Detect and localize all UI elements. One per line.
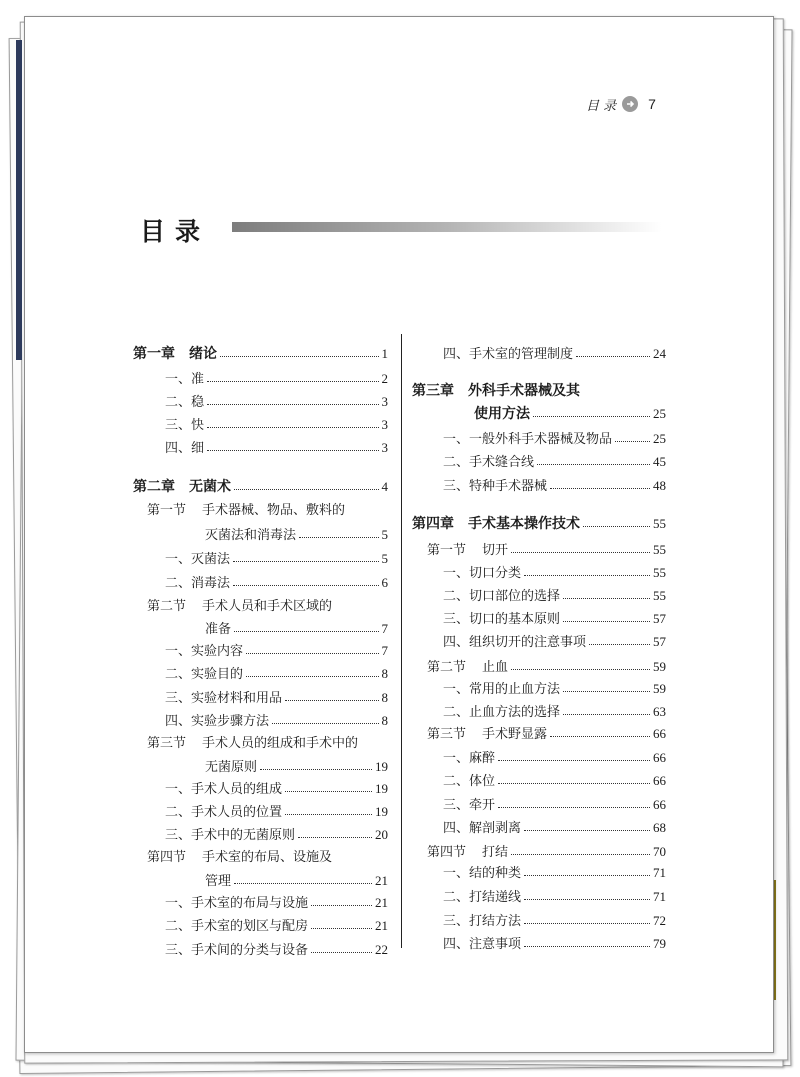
toc-entry-number: 第二章 <box>133 479 175 495</box>
toc-chapter-entry <box>133 343 388 365</box>
dot-leader <box>246 653 378 654</box>
toc-page-number: 6 <box>381 575 388 590</box>
toc-section-entry <box>427 723 666 745</box>
toc-page-number: 19 <box>375 759 388 774</box>
toc-entry-number: 第三章 <box>412 383 454 399</box>
dot-leader <box>498 783 650 784</box>
toc-item-entry <box>205 618 388 640</box>
toc-entry-title: 手术基本操作技术 <box>468 516 580 532</box>
toc-page-number: 3 <box>381 394 388 409</box>
toc-section-entry <box>427 656 666 678</box>
dot-leader <box>207 381 378 382</box>
dot-leader <box>537 464 650 465</box>
toc-entry-label <box>443 679 560 701</box>
dot-leader <box>563 691 650 692</box>
dot-leader <box>589 644 650 645</box>
toc-page-number: 63 <box>653 704 666 719</box>
toc-entry-number: 第一节 <box>427 543 467 558</box>
toc-entry-number: 四、注意事项 <box>443 937 522 952</box>
toc-entry-title: 外科手术器械及其 <box>468 383 580 399</box>
toc-entry-label <box>443 586 560 608</box>
toc-entry-number: 第一节 <box>147 503 187 518</box>
toc-entry-label <box>205 619 231 641</box>
toc-page-number: 21 <box>375 895 388 910</box>
arrow-right-icon <box>622 96 638 112</box>
toc-entry-label <box>147 503 345 518</box>
toc-entry-title: 手术器械、物品、敷料的 <box>202 503 346 518</box>
toc-entry-number: 三、手术间的分类与设备 <box>165 943 309 958</box>
toc-item-entry <box>443 585 666 607</box>
toc-entry-number: 一、结的种类 <box>443 866 522 881</box>
toc-page-number: 59 <box>653 659 666 674</box>
dot-leader <box>524 875 650 876</box>
dot-leader <box>615 441 650 442</box>
toc-item-entry <box>205 524 388 546</box>
toc-section-entry <box>147 847 388 869</box>
toc-item-entry <box>443 886 666 908</box>
dot-leader <box>511 552 650 553</box>
toc-entry-label <box>443 609 560 631</box>
toc-entry-number: 二、止血方法的选择 <box>443 705 561 720</box>
toc-entry-number: 准备 <box>205 622 232 637</box>
toc-entry-number: 四、解剖剥离 <box>443 821 522 836</box>
toc-page-number: 21 <box>375 918 388 933</box>
toc-page-number: 71 <box>653 889 666 904</box>
dot-leader <box>524 923 650 924</box>
toc-entry-title: 打结 <box>482 845 509 860</box>
toc-page-number: 79 <box>653 936 666 951</box>
toc-entry-title: 手术室的布局、设施及 <box>202 850 333 865</box>
toc-entry-number: 二、手术人员的位置 <box>165 805 283 820</box>
toc-item-entry <box>443 862 666 884</box>
toc-entry-label <box>412 513 580 535</box>
toc-page-number: 7 <box>381 621 388 636</box>
toc-entry-label <box>165 711 269 733</box>
toc-entry-number: 四、组织切开的注意事项 <box>443 635 587 650</box>
toc-entry-label <box>427 657 508 679</box>
toc-entry-number: 二、消毒法 <box>165 576 231 591</box>
toc-entry-number: 第四节 <box>427 845 467 860</box>
toc-entry-number: 二、打结递线 <box>443 890 522 905</box>
toc-entry-label <box>443 795 495 817</box>
toc-page-number: 1 <box>381 346 388 361</box>
toc-page-number: 66 <box>653 726 666 741</box>
toc-entry-number: 三、实验材料和用品 <box>165 691 283 706</box>
toc-entry-label <box>165 664 243 686</box>
toc-item-entry <box>165 801 388 823</box>
toc-title: 目录 <box>140 217 211 246</box>
dot-leader <box>550 488 650 489</box>
dot-leader <box>311 952 372 953</box>
dot-leader <box>524 575 650 576</box>
toc-entry-label <box>165 369 204 391</box>
toc-page-number: 68 <box>653 820 666 835</box>
dot-leader <box>234 489 379 490</box>
toc-item-entry <box>165 640 388 662</box>
toc-entry-number: 无菌原则 <box>205 760 258 775</box>
toc-entry-number: 一、手术室的布局与设施 <box>165 896 309 911</box>
toc-entry-title: 手术野显露 <box>482 727 548 742</box>
toc-item-entry <box>443 678 666 700</box>
toc-entry-label <box>443 632 586 654</box>
toc-entry-number: 第四节 <box>147 850 187 865</box>
toc-entry-number: 一、灭菌法 <box>165 552 231 567</box>
toc-entry-label <box>165 641 243 663</box>
toc-entry-number: 二、手术缝合线 <box>443 455 535 470</box>
dot-leader <box>533 416 650 417</box>
toc-page-number: 71 <box>653 865 666 880</box>
toc-item-entry <box>165 572 388 594</box>
toc-page-number: 7 <box>381 643 388 658</box>
toc-entry-label <box>443 476 547 498</box>
toc-entry-label <box>443 771 495 793</box>
toc-entry-number: 第二节 <box>427 660 467 675</box>
toc-entry-number: 二、稳 <box>165 395 205 410</box>
toc-item-entry <box>165 548 388 570</box>
toc-entry-label <box>443 748 495 770</box>
toc-item-entry <box>443 631 666 653</box>
toc-page-number: 20 <box>375 827 388 842</box>
toc-item-entry <box>443 933 666 955</box>
dot-leader <box>207 427 378 428</box>
toc-page-number: 45 <box>653 454 666 469</box>
toc-item-entry <box>165 437 388 459</box>
dot-leader <box>233 585 378 586</box>
dot-leader <box>299 537 378 538</box>
toc-page-number: 55 <box>653 588 666 603</box>
toc-entry-title: 手术人员和手术区域的 <box>202 599 333 614</box>
toc-entry-label <box>443 911 521 933</box>
dot-leader <box>524 946 650 947</box>
toc-entry-number: 第三节 <box>427 727 467 742</box>
toc-entry-label <box>205 757 257 779</box>
toc-entry-label <box>165 916 308 938</box>
dot-leader <box>285 814 372 815</box>
toc-entry-label <box>412 383 580 399</box>
toc-entry-title: 切开 <box>482 543 509 558</box>
dot-leader <box>234 631 378 632</box>
toc-page-number: 57 <box>653 634 666 649</box>
toc-chapter-entry <box>412 380 666 402</box>
toc-entry-number: 二、体位 <box>443 774 496 789</box>
toc-entry-number: 二、实验目的 <box>165 667 244 682</box>
toc-section-entry <box>427 841 666 863</box>
toc-entry-label <box>205 871 231 893</box>
toc-entry-label <box>133 343 217 365</box>
dot-leader <box>583 526 650 527</box>
toc-item-entry <box>443 794 666 816</box>
toc-entry-number: 三、特种手术器械 <box>443 479 548 494</box>
toc-entry-number: 使用方法 <box>474 406 530 422</box>
toc-item-entry <box>165 710 388 732</box>
toc-page-number: 59 <box>653 681 666 696</box>
toc-entry-label <box>165 573 230 595</box>
toc-entry-label <box>165 392 204 414</box>
toc-item-entry <box>165 687 388 709</box>
dot-leader <box>563 714 650 715</box>
toc-entry-label <box>165 802 282 824</box>
toc-page-number: 57 <box>653 611 666 626</box>
toc-chapter-entry <box>412 513 666 535</box>
toc-item-entry <box>443 701 666 723</box>
toc-entry-label <box>165 940 308 962</box>
toc-entry-number: 二、切口部位的选择 <box>443 589 561 604</box>
toc-entry-number: 三、牵开 <box>443 798 496 813</box>
toc-entry-label <box>443 563 521 585</box>
toc-item-entry <box>165 939 388 961</box>
toc-page-number: 4 <box>381 479 388 494</box>
toc-item-entry <box>165 414 388 436</box>
toc-entry-number: 三、切口的基本原则 <box>443 612 561 627</box>
toc-entry-number: 灭菌法和消毒法 <box>205 528 297 543</box>
toc-item-entry <box>443 770 666 792</box>
toc-page-number: 55 <box>653 516 666 531</box>
toc-item-entry <box>443 608 666 630</box>
dot-leader <box>576 356 650 357</box>
toc-page-number: 2 <box>381 371 388 386</box>
toc-entry-label <box>165 779 282 801</box>
toc-entry-number: 一、准 <box>165 372 205 387</box>
toc-entry-label <box>443 863 521 885</box>
toc-page-number: 22 <box>375 942 388 957</box>
toc-entry-number: 四、细 <box>165 441 205 456</box>
toc-entry-label <box>443 818 521 840</box>
toc-entry-label <box>147 850 332 865</box>
dot-leader <box>550 736 650 737</box>
dot-leader <box>563 598 650 599</box>
toc-entry-number: 第四章 <box>412 516 454 532</box>
toc-entry-label <box>443 934 521 956</box>
toc-entry-number: 四、实验步骤方法 <box>165 714 270 729</box>
dot-leader <box>311 905 372 906</box>
toc-page-number: 25 <box>653 406 666 421</box>
toc-page-number: 48 <box>653 478 666 493</box>
toc-item-entry <box>443 910 666 932</box>
toc-entry-title: 无菌术 <box>189 479 231 495</box>
dot-leader <box>511 669 650 670</box>
toc-entry-label <box>443 702 560 724</box>
toc-entry-label <box>427 724 547 746</box>
toc-page-number: 21 <box>375 873 388 888</box>
dot-leader <box>220 356 379 357</box>
toc-page-number: 66 <box>653 797 666 812</box>
dot-leader <box>233 561 378 562</box>
dot-leader <box>272 723 378 724</box>
toc-item-entry <box>443 428 666 450</box>
toc-entry-number: 四、手术室的管理制度 <box>443 347 574 362</box>
toc-entry-label <box>165 549 230 571</box>
dot-leader <box>511 854 650 855</box>
running-header-label: 目 录 <box>586 98 617 114</box>
dot-leader <box>234 883 372 884</box>
toc-section-entry <box>147 500 388 522</box>
toc-entry-label <box>165 825 295 847</box>
toc-entry-number: 第一章 <box>133 346 175 362</box>
toc-entry-number: 管理 <box>205 874 232 889</box>
running-header <box>586 94 656 114</box>
toc-entry-number: 二、手术室的划区与配房 <box>165 919 309 934</box>
toc-entry-number: 一、常用的止血方法 <box>443 682 561 697</box>
toc-item-entry <box>443 475 666 497</box>
toc-page-number: 3 <box>381 417 388 432</box>
toc-entry-number: 第三节 <box>147 736 187 751</box>
toc-entry-label <box>165 688 282 710</box>
dot-leader <box>498 807 650 808</box>
toc-entry-number: 一、切口分类 <box>443 566 522 581</box>
toc-item-entry <box>165 915 388 937</box>
toc-entry-number: 三、打结方法 <box>443 914 522 929</box>
column-divider <box>401 334 402 948</box>
toc-page-number: 8 <box>381 713 388 728</box>
toc-entry-label <box>165 438 204 460</box>
toc-item-entry <box>443 747 666 769</box>
toc-item-entry <box>165 391 388 413</box>
toc-entry-title: 手术人员的组成和手术中的 <box>202 736 359 751</box>
dot-leader <box>524 830 650 831</box>
toc-page-number: 5 <box>381 527 388 542</box>
toc-item-entry <box>443 562 666 584</box>
toc-item-entry <box>165 778 388 800</box>
toc-section-entry <box>147 733 388 755</box>
toc-entry-label <box>205 525 296 547</box>
toc-item-entry <box>205 756 388 778</box>
dot-leader <box>498 760 650 761</box>
dot-leader <box>207 450 378 451</box>
toc-page-number: 66 <box>653 773 666 788</box>
dot-leader <box>260 769 372 770</box>
toc-page-number: 8 <box>381 666 388 681</box>
toc-entry-number: 一、麻醉 <box>443 751 496 766</box>
toc-page-number: 66 <box>653 750 666 765</box>
dot-leader <box>563 621 650 622</box>
toc-page-number: 19 <box>375 781 388 796</box>
toc-section-entry <box>147 596 388 618</box>
dot-leader <box>207 404 378 405</box>
toc-entry-number: 一、手术人员的组成 <box>165 782 283 797</box>
toc-item-entry <box>165 824 388 846</box>
page-number: 7 <box>648 96 656 112</box>
toc-page-number: 55 <box>653 542 666 557</box>
dot-leader <box>285 791 372 792</box>
toc-entry-label <box>443 452 534 474</box>
toc-page-number: 8 <box>381 690 388 705</box>
toc-entry-label <box>427 842 508 864</box>
toc-item-entry <box>165 892 388 914</box>
toc-page-number: 25 <box>653 431 666 446</box>
dot-leader <box>298 837 372 838</box>
toc-entry-label <box>147 736 358 751</box>
dot-leader <box>246 676 378 677</box>
toc-item-entry <box>165 368 388 390</box>
toc-page-number: 72 <box>653 913 666 928</box>
toc-page-number: 24 <box>653 346 666 361</box>
toc-entry-label <box>147 599 332 614</box>
toc-item-entry <box>443 451 666 473</box>
toc-page-number: 55 <box>653 565 666 580</box>
toc-page-number: 70 <box>653 844 666 859</box>
toc-item-entry <box>205 870 388 892</box>
toc-entry-label <box>165 415 204 437</box>
toc-item-entry <box>443 817 666 839</box>
dot-leader <box>524 899 650 900</box>
toc-entry-label <box>474 403 530 425</box>
toc-entry-title: 止血 <box>482 660 509 675</box>
toc-section-entry <box>427 539 666 561</box>
toc-item-entry <box>165 663 388 685</box>
toc-entry-label <box>443 429 612 451</box>
title-gradient-bar <box>232 222 662 232</box>
toc-entry-label <box>443 344 573 366</box>
toc-page-number: 5 <box>381 551 388 566</box>
toc-entry-number: 一、一般外科手术器械及物品 <box>443 432 613 447</box>
cover-edge <box>16 40 22 360</box>
toc-entry-title: 绪论 <box>189 346 217 362</box>
toc-entry-label <box>133 476 231 498</box>
toc-item-entry <box>443 343 666 365</box>
toc-entry-number: 三、快 <box>165 418 205 433</box>
toc-chapter-entry <box>474 403 666 425</box>
toc-entry-label <box>427 540 508 562</box>
toc-page-number: 19 <box>375 804 388 819</box>
toc-chapter-entry <box>133 476 388 498</box>
dot-leader <box>311 928 372 929</box>
toc-entry-number: 第二节 <box>147 599 187 614</box>
toc-entry-number: 一、实验内容 <box>165 644 244 659</box>
dot-leader <box>285 700 378 701</box>
toc-entry-number: 三、手术中的无菌原则 <box>165 828 296 843</box>
toc-entry-label <box>443 887 521 909</box>
toc-page-number: 3 <box>381 440 388 455</box>
toc-entry-label <box>165 893 308 915</box>
